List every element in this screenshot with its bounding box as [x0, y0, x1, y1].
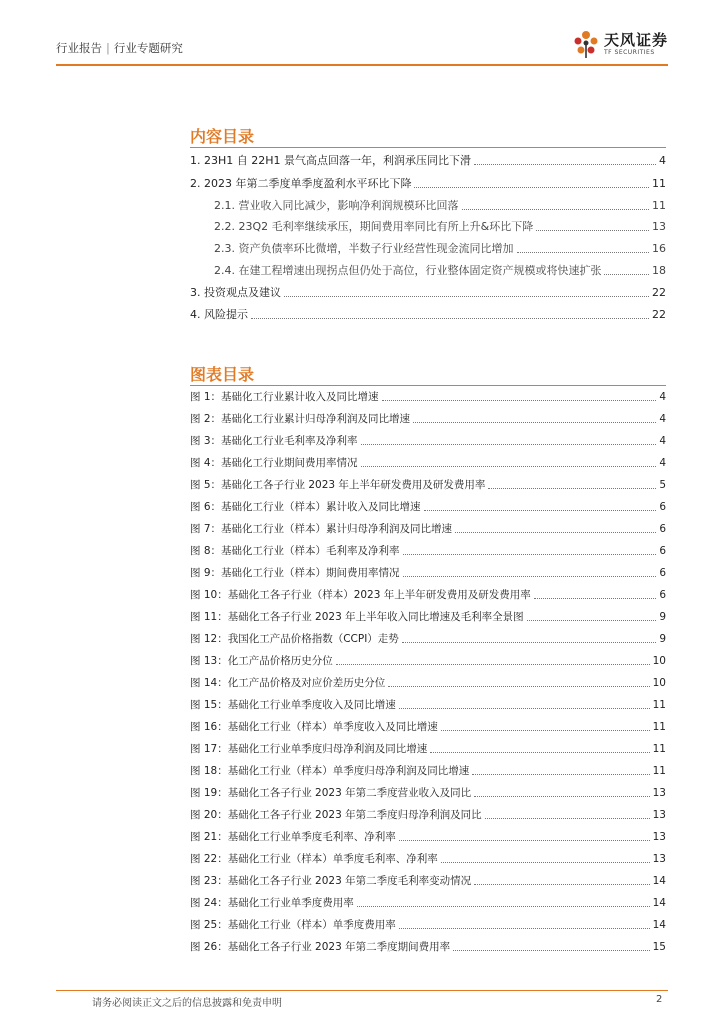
- toc-item[interactable]: 4. 风险提示 22: [190, 308, 666, 321]
- toc-item[interactable]: 1. 23H1 自 22H1 景气高点回落一年，利润承压同比下滑 4: [190, 154, 666, 167]
- footer-disclaimer: 请务必阅读正文之后的信息披露和免责申明: [92, 998, 282, 1009]
- report-category: [56, 40, 183, 56]
- header-divider: [56, 64, 668, 66]
- toc-subitem[interactable]: 2.4. 在建工程增速出现拐点但仍处于高位，行业整体固定资产规模或将快速扩张 18: [214, 264, 666, 277]
- logo-english-name: TF SECURITIES: [603, 48, 655, 56]
- logo-flower-icon: [572, 29, 600, 59]
- toc-item[interactable]: 2. 2023 年第二季度单季度盈利水平环比下降 11: [190, 177, 666, 190]
- report-subtype: 行业专题研究: [113, 41, 183, 55]
- figure-item[interactable]: 图 20：基础化工各子行业 2023 年第二季度归母净利润及同比 13: [190, 809, 666, 821]
- contents-title-rule: [190, 147, 666, 148]
- figures-title-rule: [190, 385, 666, 386]
- footer-divider: [56, 990, 668, 991]
- figure-item[interactable]: 图 2：基础化工行业累计归母净利润及同比增速 4: [190, 413, 666, 425]
- figure-item[interactable]: 图 1：基础化工行业累计收入及同比增速 4: [190, 391, 666, 403]
- toc-item[interactable]: 3. 投资观点及建议 22: [190, 286, 666, 299]
- report-type: 行业报告: [56, 41, 102, 55]
- figure-item[interactable]: 图 12：我国化工产品价格指数（CCPI）走势 9: [190, 633, 666, 645]
- figure-item[interactable]: 图 22：基础化工行业（样本）单季度毛利率、净利率 13: [190, 853, 666, 865]
- figure-item[interactable]: 图 25：基础化工行业（样本）单季度费用率 14: [190, 919, 666, 931]
- figure-item[interactable]: 图 24：基础化工行业单季度费用率 14: [190, 897, 666, 909]
- toc-subitem[interactable]: 2.3. 资产负债率环比微增，半数子行业经营性现金流同比增加 16: [214, 242, 666, 255]
- figure-item[interactable]: 图 8：基础化工行业（样本）毛利率及净利率 6: [190, 545, 666, 557]
- figure-item[interactable]: 图 10：基础化工各子行业（样本）2023 年上半年研发费用及研发费用率 6: [190, 589, 666, 601]
- contents-title: 内容目录: [190, 127, 255, 146]
- figures-title: 图表目录: [190, 365, 255, 384]
- figure-item[interactable]: 图 3：基础化工行业毛利率及净利率 4: [190, 435, 666, 447]
- figure-item[interactable]: 图 5：基础化工各子行业 2023 年上半年研发费用及研发费用率 5: [190, 479, 666, 491]
- figure-item[interactable]: 图 26：基础化工各子行业 2023 年第二季度期间费用率 15: [190, 941, 666, 953]
- company-logo: [572, 28, 668, 60]
- figure-item[interactable]: 图 14：化工产品价格及对应价差历史分位 10: [190, 677, 666, 689]
- figure-item[interactable]: 图 17：基础化工行业单季度归母净利润及同比增速 11: [190, 743, 666, 755]
- figure-item[interactable]: 图 9：基础化工行业（样本）期间费用率情况 6: [190, 567, 666, 579]
- figure-item[interactable]: 图 18：基础化工行业（样本）单季度归母净利润及同比增速 11: [190, 765, 666, 777]
- figure-item[interactable]: 图 19：基础化工各子行业 2023 年第二季度营业收入及同比 13: [190, 787, 666, 799]
- figure-item[interactable]: 图 16：基础化工行业（样本）单季度收入及同比增速 11: [190, 721, 666, 733]
- page-number: 2: [656, 994, 663, 1005]
- figure-item[interactable]: 图 15：基础化工行业单季度收入及同比增速 11: [190, 699, 666, 711]
- page-header: [56, 28, 668, 62]
- toc-subitem[interactable]: 2.1. 营业收入同比减少，影响净利润规模环比回落 11: [214, 199, 666, 212]
- figure-item[interactable]: 图 21：基础化工行业单季度毛利率、净利率 13: [190, 831, 666, 843]
- figure-item[interactable]: 图 11：基础化工各子行业 2023 年上半年收入同比增速及毛利率全景图 9: [190, 611, 666, 623]
- figure-item[interactable]: 图 23：基础化工各子行业 2023 年第二季度毛利率变动情况 14: [190, 875, 666, 887]
- toc-subitem[interactable]: 2.2. 23Q2 毛利率继续承压，期间费用率同比有所上升&环比下降 13: [214, 220, 666, 233]
- logo-chinese-name: 天风证券: [603, 30, 668, 49]
- figure-item[interactable]: 图 7：基础化工行业（样本）累计归母净利润及同比增速 6: [190, 523, 666, 535]
- figure-item[interactable]: 图 4：基础化工行业期间费用率情况 4: [190, 457, 666, 469]
- header-separator: |: [106, 41, 110, 55]
- figure-item[interactable]: 图 13：化工产品价格历史分位 10: [190, 655, 666, 667]
- figure-item[interactable]: 图 6：基础化工行业（样本）累计收入及同比增速 6: [190, 501, 666, 513]
